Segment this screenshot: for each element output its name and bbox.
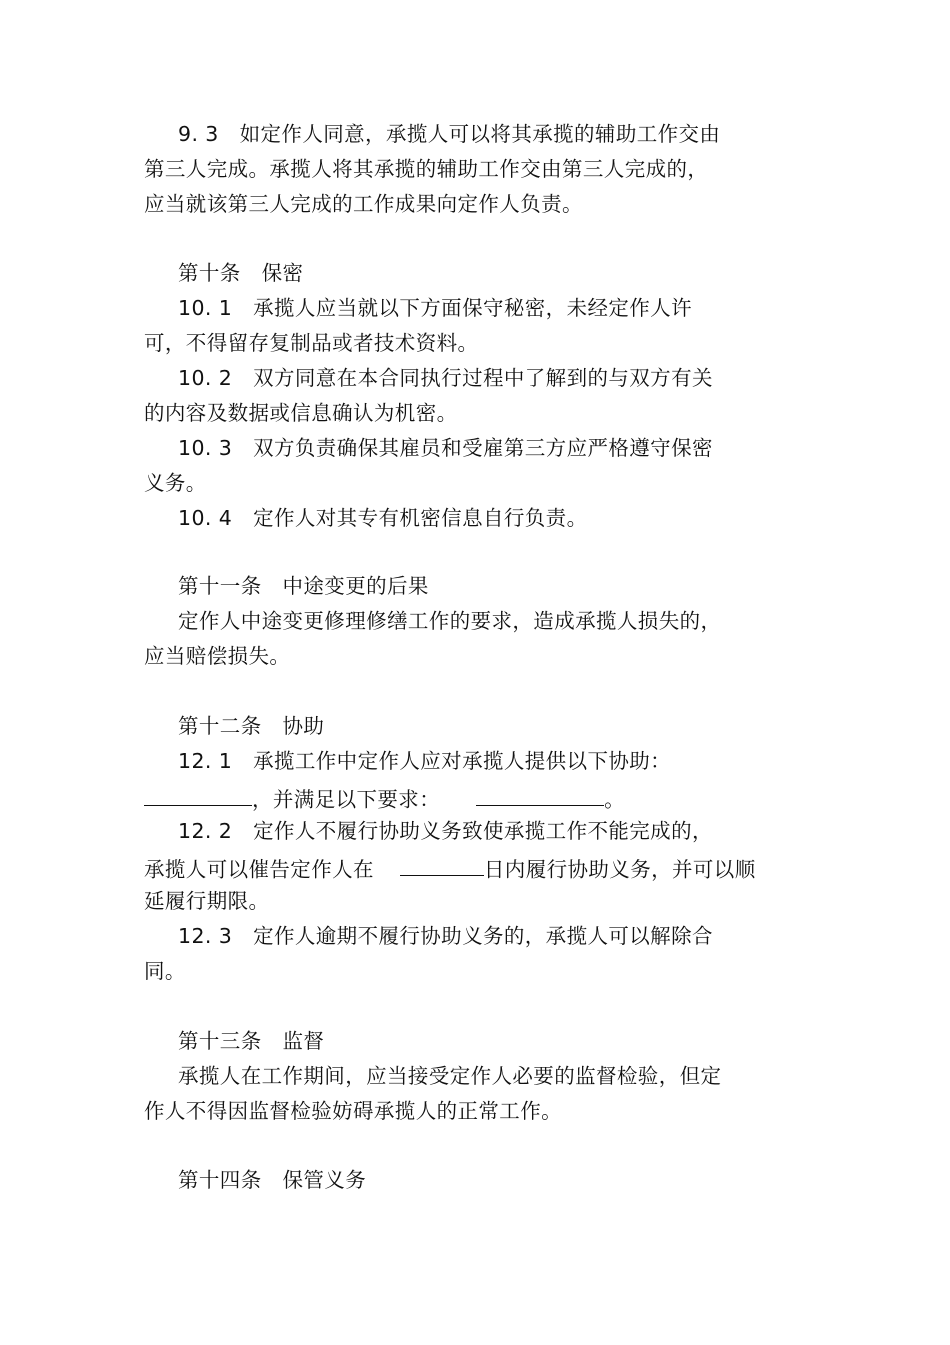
clause-text: 双方同意在本合同执行过程中了解到的与双方有关 — [253, 366, 713, 390]
clause-12-3-line-1 — [178, 926, 713, 947]
clause-12-2-line-1 — [178, 821, 713, 842]
clause-number: 10. 3 — [178, 436, 233, 460]
article-11-title: 第十一条 中途变更的后果 — [178, 574, 429, 598]
clause-12-1-line-1 — [178, 751, 671, 772]
clause-text: 日内履行协助义务，并可以顺 — [483, 857, 756, 882]
clause-number: 10. 4 — [178, 506, 233, 530]
clause-text: ，并满足以下要求： — [252, 787, 441, 812]
clause-10-2-line-1 — [178, 368, 713, 389]
clause-9-3-line-1 — [178, 124, 720, 145]
clause-12-1-line-2 — [144, 786, 625, 810]
article-14-title: 第十四条 保管义务 — [178, 1168, 367, 1192]
clause-number: 10. 1 — [178, 296, 233, 320]
article-11-line-1: 定作人中途变更修理修缮工作的要求，造成承揽人损失的， — [178, 609, 722, 633]
fill-blank-assistance[interactable] — [144, 786, 252, 806]
clause-12-2-line-3: 延履行期限。 — [144, 889, 270, 913]
clause-text: 定作人不履行协助义务致使承揽工作不能完成的， — [253, 819, 713, 843]
clause-10-3-line-2: 义务。 — [144, 471, 207, 495]
clause-number: 12. 3 — [178, 924, 233, 948]
clause-10-1-line-1 — [178, 298, 692, 319]
clause-text: 承揽人应当就以下方面保守秘密，未经定作人许 — [253, 296, 692, 320]
fill-blank-days[interactable] — [400, 856, 484, 876]
clause-text: 。 — [604, 787, 626, 812]
fill-blank-requirements[interactable] — [476, 786, 604, 806]
clause-text: 承揽人可以催告定作人在 — [144, 857, 374, 882]
article-13-line-2: 作人不得因监督检验妨碍承揽人的正常工作。 — [144, 1099, 562, 1123]
clause-number: 9. 3 — [178, 122, 219, 146]
clause-9-3-line-2: 第三人完成。承揽人将其承揽的辅助工作交由第三人完成的， — [144, 157, 709, 181]
clause-number: 12. 2 — [178, 819, 233, 843]
clause-10-1-line-2: 可，不得留存复制品或者技术资料。 — [144, 331, 479, 355]
clause-12-3-line-2: 同。 — [144, 959, 186, 983]
clause-text: 定作人逾期不履行协助义务的，承揽人可以解除合 — [253, 924, 713, 948]
article-12-title: 第十二条 协助 — [178, 714, 325, 738]
clause-text: 定作人对其专有机密信息自行负责。 — [253, 506, 588, 530]
clause-number: 10. 2 — [178, 366, 233, 390]
clause-text: 承揽工作中定作人应对承揽人提供以下协助： — [253, 749, 672, 773]
article-10-title: 第十条 保密 — [178, 261, 304, 285]
clause-10-4-line-1 — [178, 508, 587, 529]
clause-text: 如定作人同意，承揽人可以将其承揽的辅助工作交由 — [239, 122, 721, 146]
clause-9-3-line-3: 应当就该第三人完成的工作成果向定作人负责。 — [144, 192, 583, 216]
clause-text: 双方负责确保其雇员和受雇第三方应严格遵守保密 — [253, 436, 713, 460]
article-13-title: 第十三条 监督 — [178, 1029, 325, 1053]
article-11-line-2: 应当赔偿损失。 — [144, 644, 291, 668]
clause-12-2-line-2 — [144, 856, 756, 880]
clause-10-2-line-2: 的内容及数据或信息确认为机密。 — [144, 401, 458, 425]
clause-number: 12. 1 — [178, 749, 233, 773]
article-13-line-1: 承揽人在工作期间，应当接受定作人必要的监督检验，但定 — [178, 1064, 722, 1088]
clause-10-3-line-1 — [178, 438, 713, 459]
